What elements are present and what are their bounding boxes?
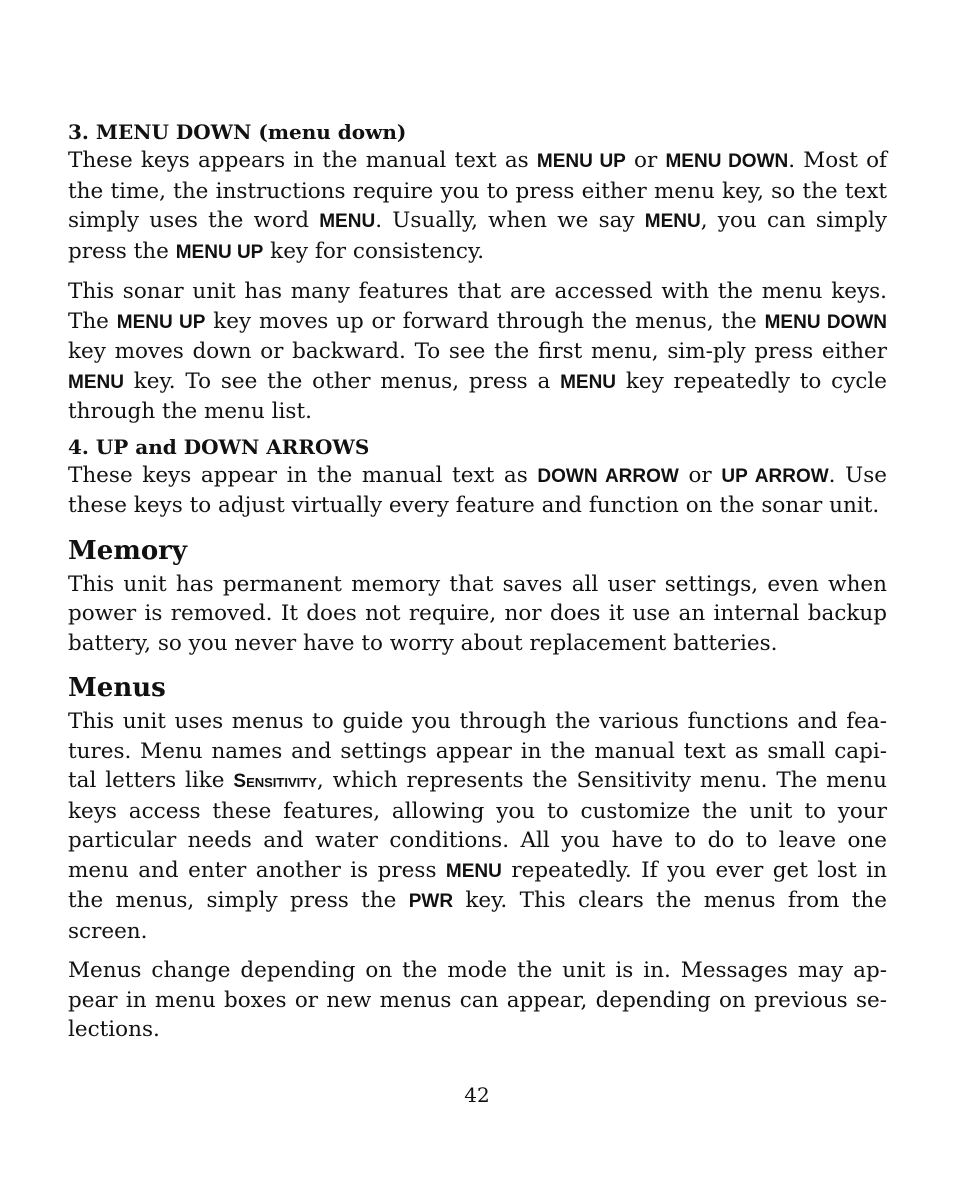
text-run: , you can simply press the bbox=[68, 208, 887, 264]
menu-name-sensitivity: Sensitivity bbox=[233, 771, 317, 792]
key-up-arrow: UP ARROW bbox=[721, 465, 829, 487]
key-menu: MENU bbox=[445, 860, 502, 882]
menus-paragraph bbox=[68, 707, 887, 946]
text-run: repeatedly. If you ever get lost in the menus, simply press the bbox=[68, 857, 887, 913]
text-run: , which represents the Sensitivity menu. The menu keys access these features, allowing you to customize the unit to your particular needs and water conditions. All you have to do to leave one menu and enter another is press bbox=[68, 768, 887, 883]
section-heading-menu-down: 3. MENU DOWN (menu down) bbox=[68, 120, 407, 144]
text-run: key. To see the other menus, press a bbox=[123, 368, 561, 394]
arrow-keys-paragraph bbox=[68, 461, 887, 521]
key-menu: MENU bbox=[319, 211, 376, 232]
text-run: key repeatedly to cycle through the menu list. bbox=[68, 368, 887, 424]
text-run: . Usually, when we say bbox=[375, 208, 645, 233]
key-pwr: PWR bbox=[408, 891, 454, 912]
text-run: key. This clears the menus from the screen. bbox=[68, 888, 887, 944]
key-menu: MENU bbox=[68, 371, 124, 393]
menus-change-paragraph: Menus change depending on the mode the unit is in. Messages may ap-pear in menu boxes or new menus can appear, depending on previous se-lections. bbox=[68, 958, 887, 1042]
text-run: . Use these keys to adjust virtually every feature and function on the sonar unit. bbox=[68, 462, 888, 518]
key-menu: MENU bbox=[560, 371, 617, 393]
text-run: or bbox=[678, 462, 722, 488]
key-menu-down: MENU DOWN bbox=[764, 311, 887, 333]
text-run: key moves up or forward through the menus, the bbox=[205, 308, 765, 334]
key-menu-up: MENU UP bbox=[116, 311, 206, 333]
text-run: key for consistency. bbox=[263, 238, 485, 264]
menus-heading: Menus bbox=[68, 673, 166, 703]
menu-navigation-paragraph bbox=[68, 277, 887, 427]
key-menu: MENU bbox=[644, 211, 701, 232]
memory-heading: Memory bbox=[68, 535, 187, 566]
text-run: These keys appear in the manual text as bbox=[68, 462, 538, 488]
page-number: 42 bbox=[464, 1083, 490, 1107]
text-run: This unit uses menus to guide you through the various functions and fea-tures. Menu names and settings appear in the manual text as small capi-tal letters like bbox=[68, 709, 887, 793]
key-menu-down: MENU DOWN bbox=[665, 151, 789, 172]
memory-paragraph: This unit has permanent memory that saves all user settings, even when power is removed. It does not require, nor does it use an internal backup battery, so you never have to worry about replacement batteries. bbox=[68, 571, 887, 656]
section-heading-arrows: 4. UP and DOWN ARROWS bbox=[68, 434, 370, 459]
text-run: or bbox=[625, 148, 666, 173]
menu-keys-paragraph bbox=[68, 146, 887, 267]
manual-page-body bbox=[68, 118, 887, 1045]
text-run: key moves down or backward. To see the first menu, sim-ply press either bbox=[68, 339, 887, 364]
text-run: . Most of the time, the instructions require you to press either menu key, so the text simply uses the word bbox=[68, 148, 887, 233]
key-menu-up: MENU UP bbox=[175, 241, 264, 263]
key-down-arrow: DOWN ARROW bbox=[537, 465, 679, 487]
text-run: These keys appears in the manual text as bbox=[68, 148, 537, 173]
key-menu-up: MENU UP bbox=[536, 151, 626, 172]
text-run: This sonar unit has many features that are accessed with the menu keys. The bbox=[68, 279, 887, 334]
